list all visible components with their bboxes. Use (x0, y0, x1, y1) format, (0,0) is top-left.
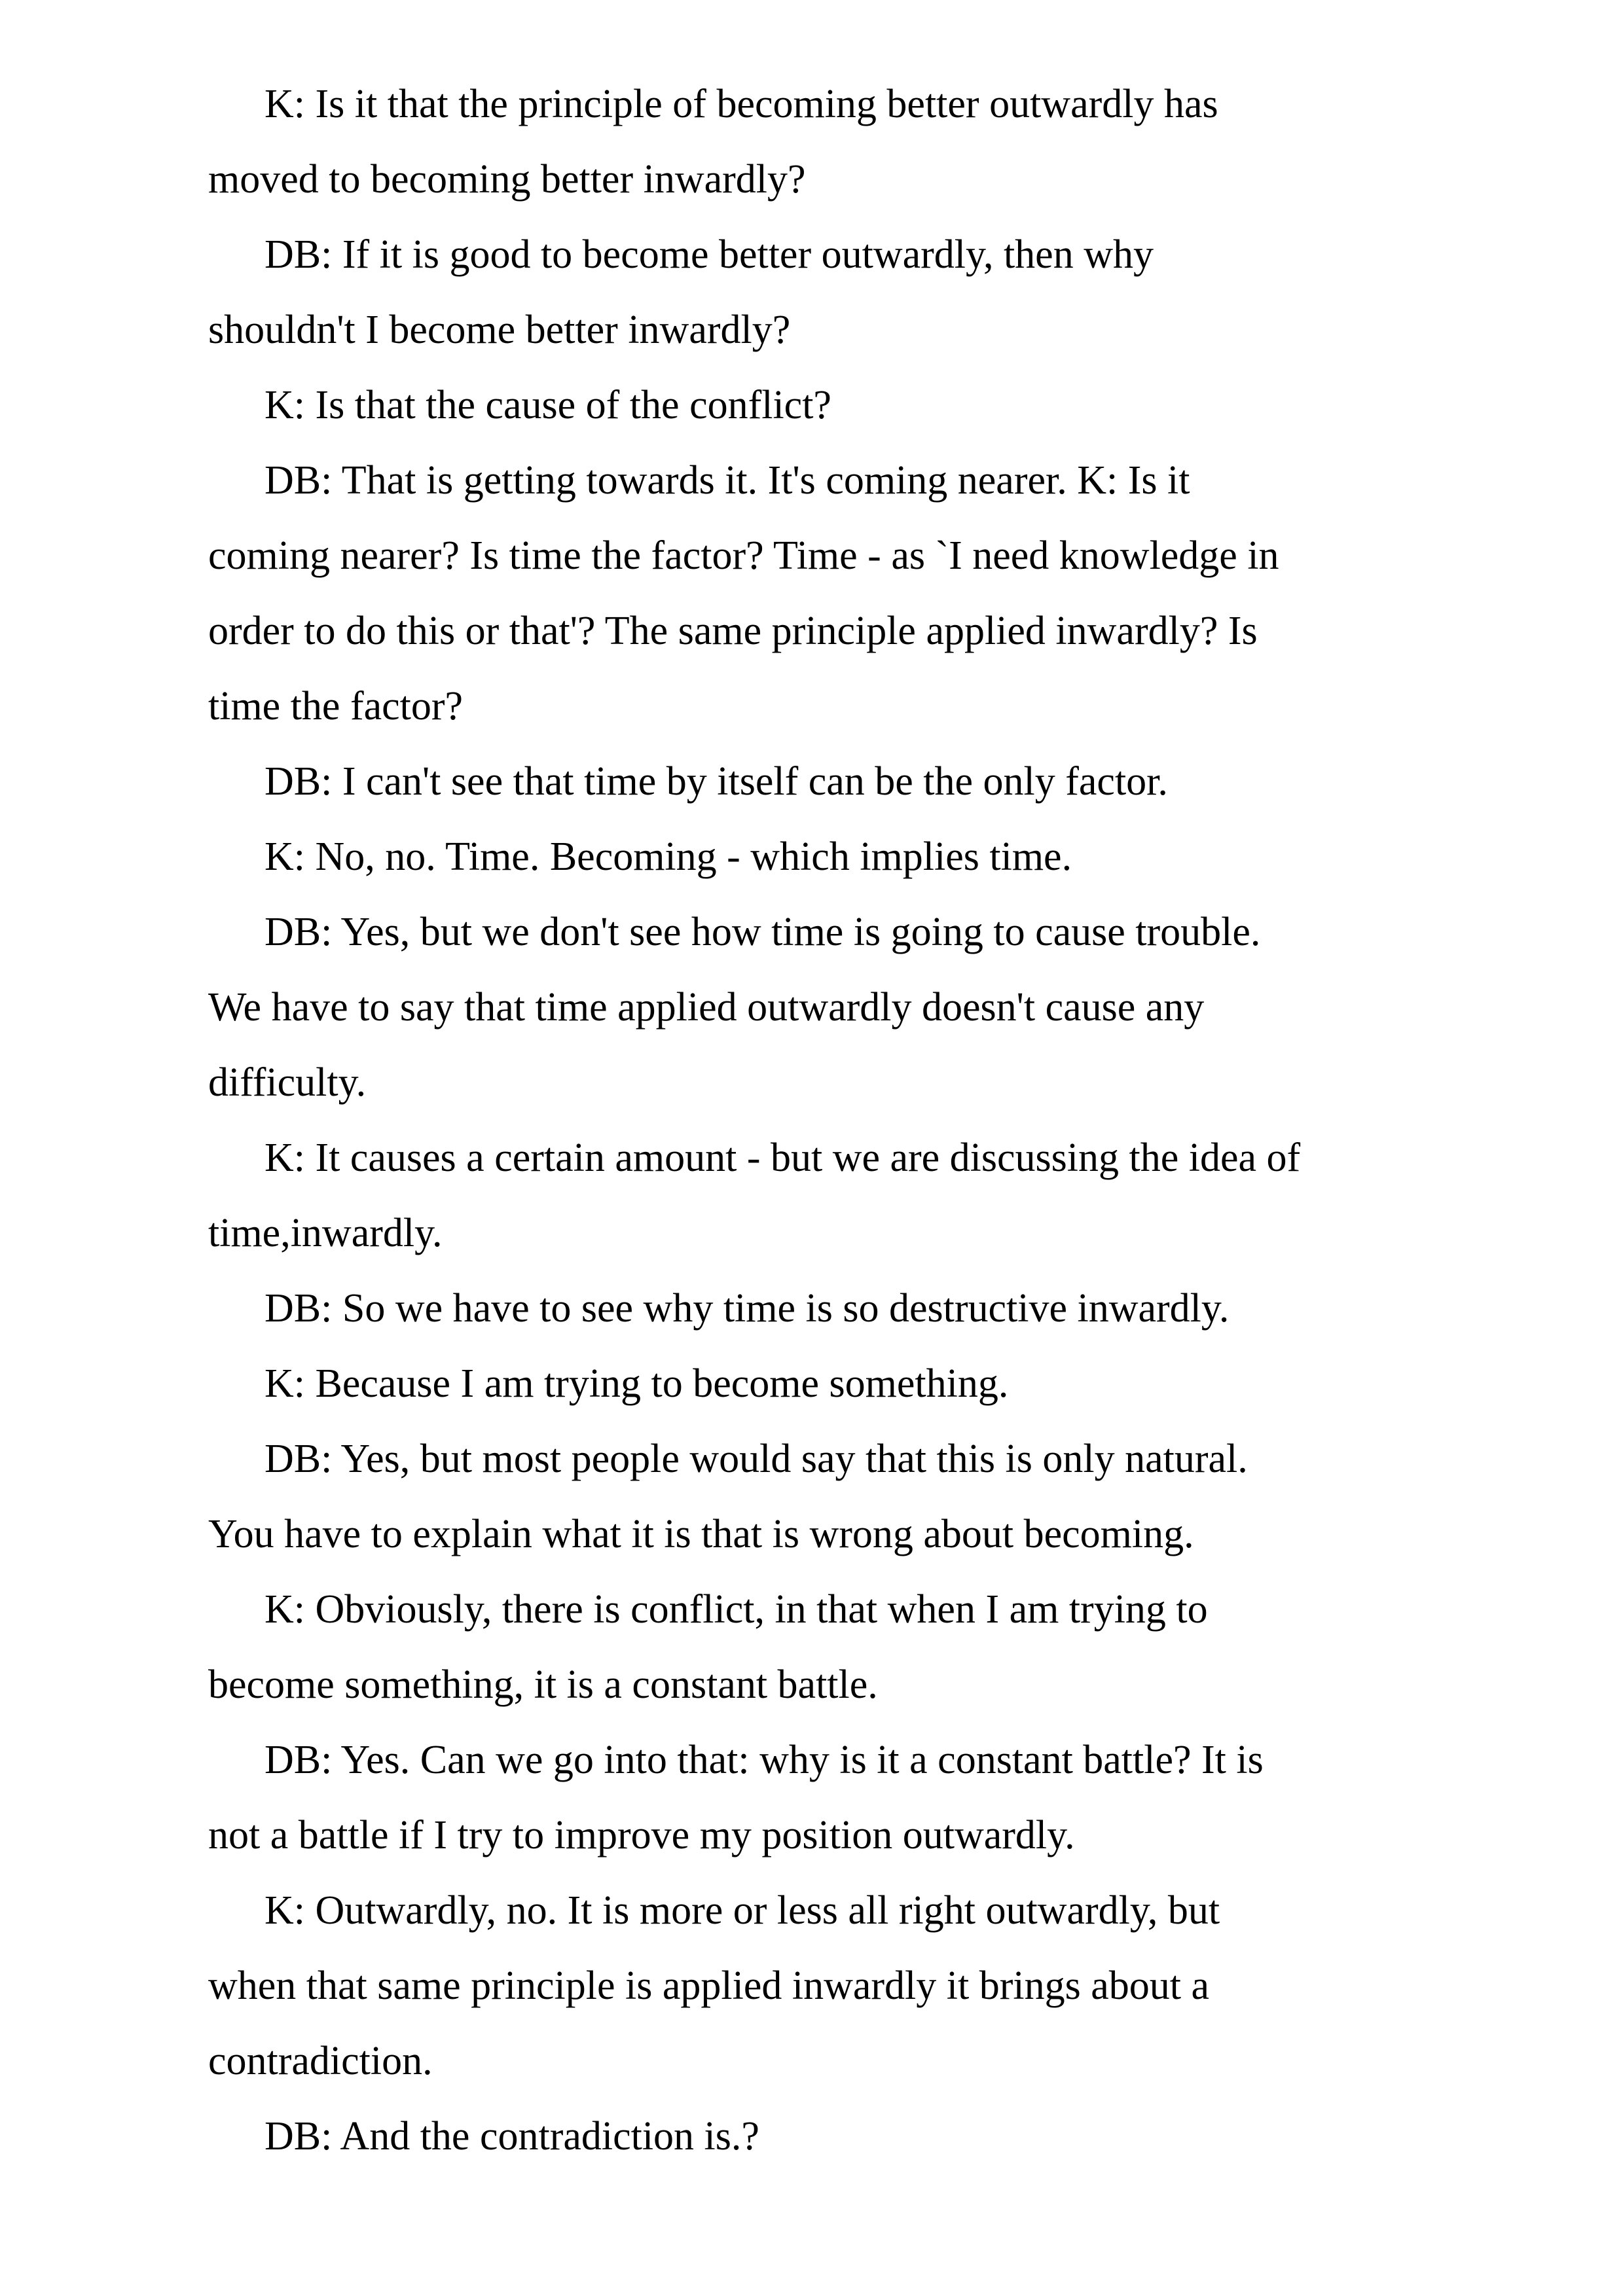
paragraph-db-8: DB: And the contradiction is.? (264, 2114, 759, 2159)
paragraph-k-5: K: Because I am trying to become something. (264, 1361, 1009, 1406)
paragraph-k-3: K: No, no. Time. Becoming - which implies time. (264, 834, 1072, 879)
paragraph-db-5: DB: So we have to see why time is so destructive inwardly. (264, 1286, 1230, 1331)
paragraph-db-6: DB: Yes, but most people would say that this is only natural. You have to explain what it is that is wrong about becoming. (208, 1437, 1248, 1556)
paragraph-k-7: K: Outwardly, no. It is more or less all right outwardly, but when that same principle is applied inwardly it brings about a contradiction. (208, 1888, 1220, 2083)
paragraph-k-2: K: Is that the cause of the conflict? (264, 383, 831, 427)
paragraph-k-6: K: Obviously, there is conflict, in that when I am trying to become something, it is a constant battle. (208, 1587, 1208, 1707)
paragraph-db-1: DB: If it is good to become better outwardly, then why shouldn't I become better inwardly? (208, 232, 1154, 352)
paragraph-k-4: K: It causes a certain amount - but we are discussing the idea of time,inwardly. (208, 1136, 1301, 1255)
paragraph-k-1: K: Is it that the principle of becoming better outwardly has moved to becoming better inwardly? (208, 82, 1218, 202)
paragraph-db-3: DB: I can't see that time by itself can be the only factor. (264, 759, 1168, 804)
paragraph-db-2: DB: That is getting towards it. It's coming nearer. K: Is it coming nearer? Is time the factor? Time - as `I need knowledge in order to do this or that'? The same principle applied inwardly? Is time the factor? (208, 458, 1279, 728)
dialogue-text (208, 67, 1439, 2174)
paragraph-db-7: DB: Yes. Can we go into that: why is it a constant battle? It is not a battle if I try to improve my position outwardly. (208, 1738, 1264, 1857)
paragraph-db-4: DB: Yes, but we don't see how time is going to cause trouble. We have to say that time applied outwardly doesn't cause any difficulty. (208, 910, 1261, 1105)
